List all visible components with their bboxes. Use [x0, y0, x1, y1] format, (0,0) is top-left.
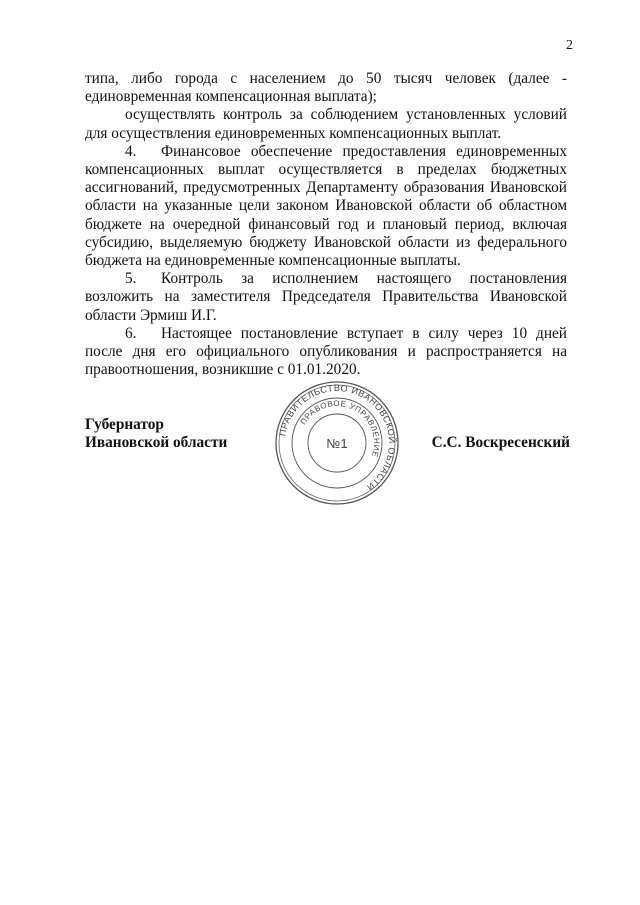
paragraph-2: [85, 106, 567, 142]
page-number: 2: [566, 38, 573, 53]
official-seal-stamp: [274, 380, 400, 506]
paragraph-text: Настоящее постановление вступает в силу через 10 дней после дня его официального опубликования и распространяется на правоотношения, возникшие с 01.01.2020.: [85, 324, 567, 379]
paragraph-item-5: [85, 270, 567, 325]
item-number: 4.: [125, 142, 137, 160]
signatory-title-line-1: Губернатор: [85, 416, 164, 433]
paragraph-item-6: [85, 325, 567, 380]
item-number: 6.: [125, 324, 137, 342]
seal-ring-text: ПРАВИТЕЛЬСТВО ИВАНОВСКОЙ ОБЛАСТИ: [277, 382, 398, 493]
seal-inner-ring-text: ПРАВОВОЕ УПРАВЛЕНИЕ: [298, 398, 382, 459]
signatory-title: [85, 416, 227, 452]
paragraph-text: типа, либо города с населением до 50 тысяч человек (далее - единовременная компенсационная выплата);: [85, 70, 567, 106]
item-number: 5.: [125, 270, 137, 288]
paragraph-1: [85, 70, 567, 106]
document-body: [85, 70, 567, 379]
paragraph-text: Финансовое обеспечение предоставления единовременных компенсационных выплат осуществляется в пределах бюджетных ассигнований, предусмотренных Департаменту образования Ивановской области на указанные цели законом Ивановской области об областном бюджете на очередной финансовый год и плановый период, включая субсидию, выделяемую бюджету Ивановской области из федерального бюджета на единовременные компенсационные выплаты.: [85, 142, 567, 270]
paragraph-text: осуществлять контроль за соблюдением установленных условий для осуществления единовременных компенсационных выплат.: [85, 106, 567, 142]
paragraph-item-4: [85, 143, 567, 270]
paragraph-text: Контроль за исполнением настоящего постановления возложить на заместителя Председателя Правительства Ивановской области Эрмиш И.Г.: [85, 270, 567, 324]
signatory-name: С.С. Воскресенский: [431, 434, 570, 451]
seal-center-number: №1: [326, 436, 348, 451]
signatory-title-line-2: Ивановской области: [85, 434, 228, 451]
